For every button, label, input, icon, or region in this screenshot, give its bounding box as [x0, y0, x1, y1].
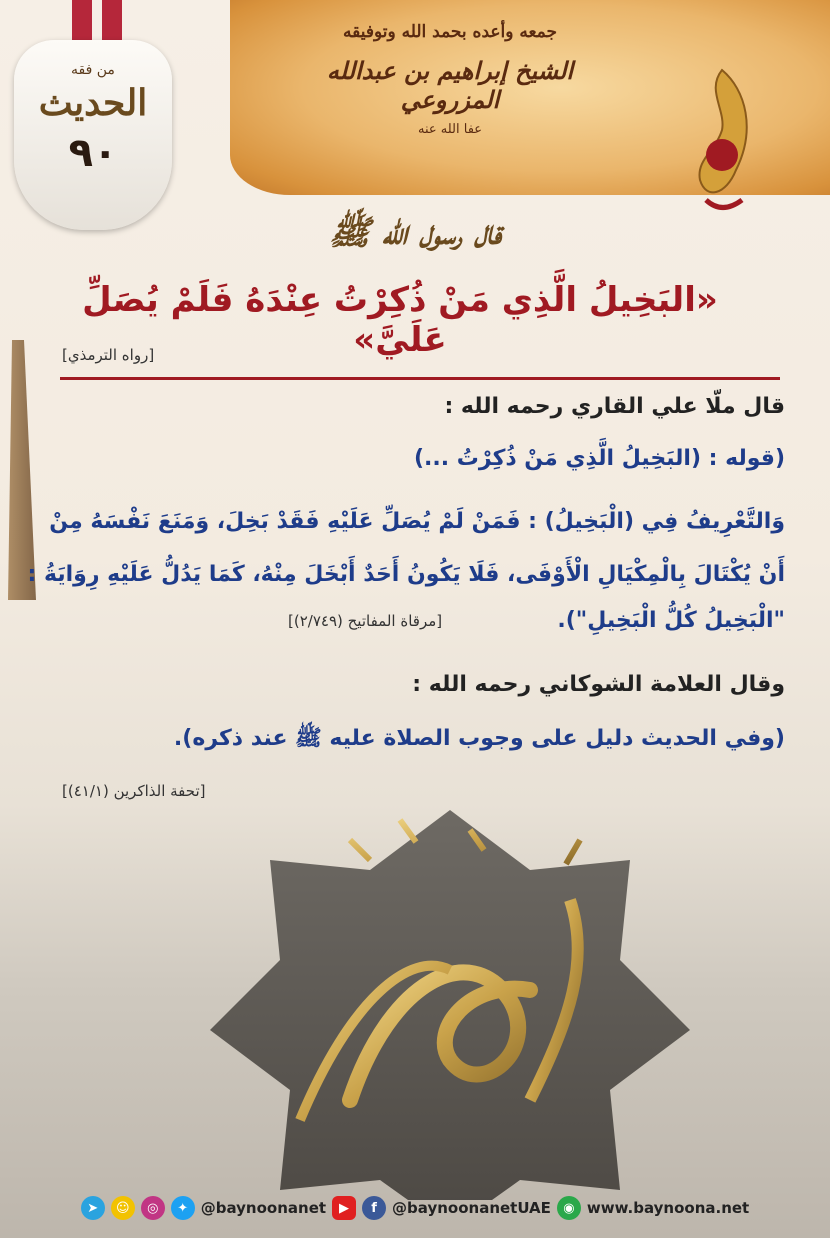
- credits: [300, 22, 600, 137]
- q1-heading: [25, 394, 785, 419]
- q2-ref: [تحفة الذاكرين (٤١/١)]: [62, 782, 206, 800]
- telegram-icon[interactable]: ➤: [81, 1196, 105, 1220]
- snapchat-icon[interactable]: ☺: [111, 1196, 135, 1220]
- q1-quote: [25, 446, 785, 471]
- youtube-icon[interactable]: ▶: [332, 1196, 356, 1220]
- footer: [0, 1178, 830, 1238]
- website-link[interactable]: www.baynoona.net: [586, 1199, 750, 1217]
- twitter-icon[interactable]: ✦: [171, 1196, 195, 1220]
- globe-icon[interactable]: ◉: [557, 1196, 581, 1220]
- instagram-icon[interactable]: ◎: [141, 1196, 165, 1220]
- q2-heading: [25, 672, 785, 697]
- hadith-text: «البَخِيلُ الَّذِي مَنْ ذُكِرْتُ عِنْدَهُ فَلَمْ يُصَلِّ عَلَيَّ»: [82, 280, 718, 360]
- badge-number: ٩٠: [68, 130, 118, 176]
- hadith-source: [رواه الترمذي]: [62, 346, 155, 364]
- q1-quote-text: (قوله : (البَخِيلُ الَّذِي مَنْ ذُكِرْتُ ...): [413, 446, 785, 471]
- q2-text-body: (وفي الحديث دليل على وجوب الصلاة عليه ﷺ عند ذكره).: [173, 726, 785, 751]
- hadith-number-badge: [14, 40, 172, 230]
- q2-text: [25, 724, 785, 756]
- badge-title: الحديث: [38, 82, 148, 124]
- q1-tail: "الْبَخِيلُ كُلُّ الْبَخِيلِ").: [557, 608, 785, 633]
- q1-text-body: وَالتَّعْرِيفُ فِي (الْبَخِيلُ) : فَمَنْ لَمْ يُصَلِّ عَلَيْهِ فَقَدْ بَخِلَ، وَمَنَعَ نَفْسَهُ مِنْ أَنْ يُكْتَالَ بِالْمِكْيَالِ الْأَوْفَى، فَلَا يَكُونُ أَحَدٌ أَبْخَلَ مِنْهُ، كَمَا يَدُلُّ عَلَيْهِ رِوَايَةُ :: [27, 509, 785, 587]
- prophet-said-heading: قال رسول الله ﷺ: [328, 213, 502, 253]
- facebook-icon[interactable]: f: [362, 1196, 386, 1220]
- credit-line3: عفا الله عنه: [417, 122, 483, 137]
- q1-text: [25, 496, 785, 602]
- divider: [60, 377, 780, 380]
- calligraphy-emblem: [150, 800, 750, 1200]
- credit-author: الشيخ إبراهيم بن عبدالله المزروعي: [326, 56, 574, 114]
- q1-ref: [مرقاة المفاتيح (٢/٧٤٩)]: [288, 612, 443, 630]
- q2-heading-text: وقال العلامة الشوكاني رحمه الله :: [412, 672, 785, 697]
- handle-1[interactable]: @baynoonanet: [200, 1199, 327, 1217]
- q1-heading-text: قال ملّا علي القاري رحمه الله :: [444, 394, 785, 419]
- handle-2[interactable]: @baynoonanetUAE: [392, 1199, 551, 1217]
- credit-line1: جمعه وأعده بحمد الله وتوفيقه: [342, 22, 558, 42]
- badge-top: من فقه: [71, 62, 115, 78]
- baynoona-logo-icon: [686, 60, 758, 220]
